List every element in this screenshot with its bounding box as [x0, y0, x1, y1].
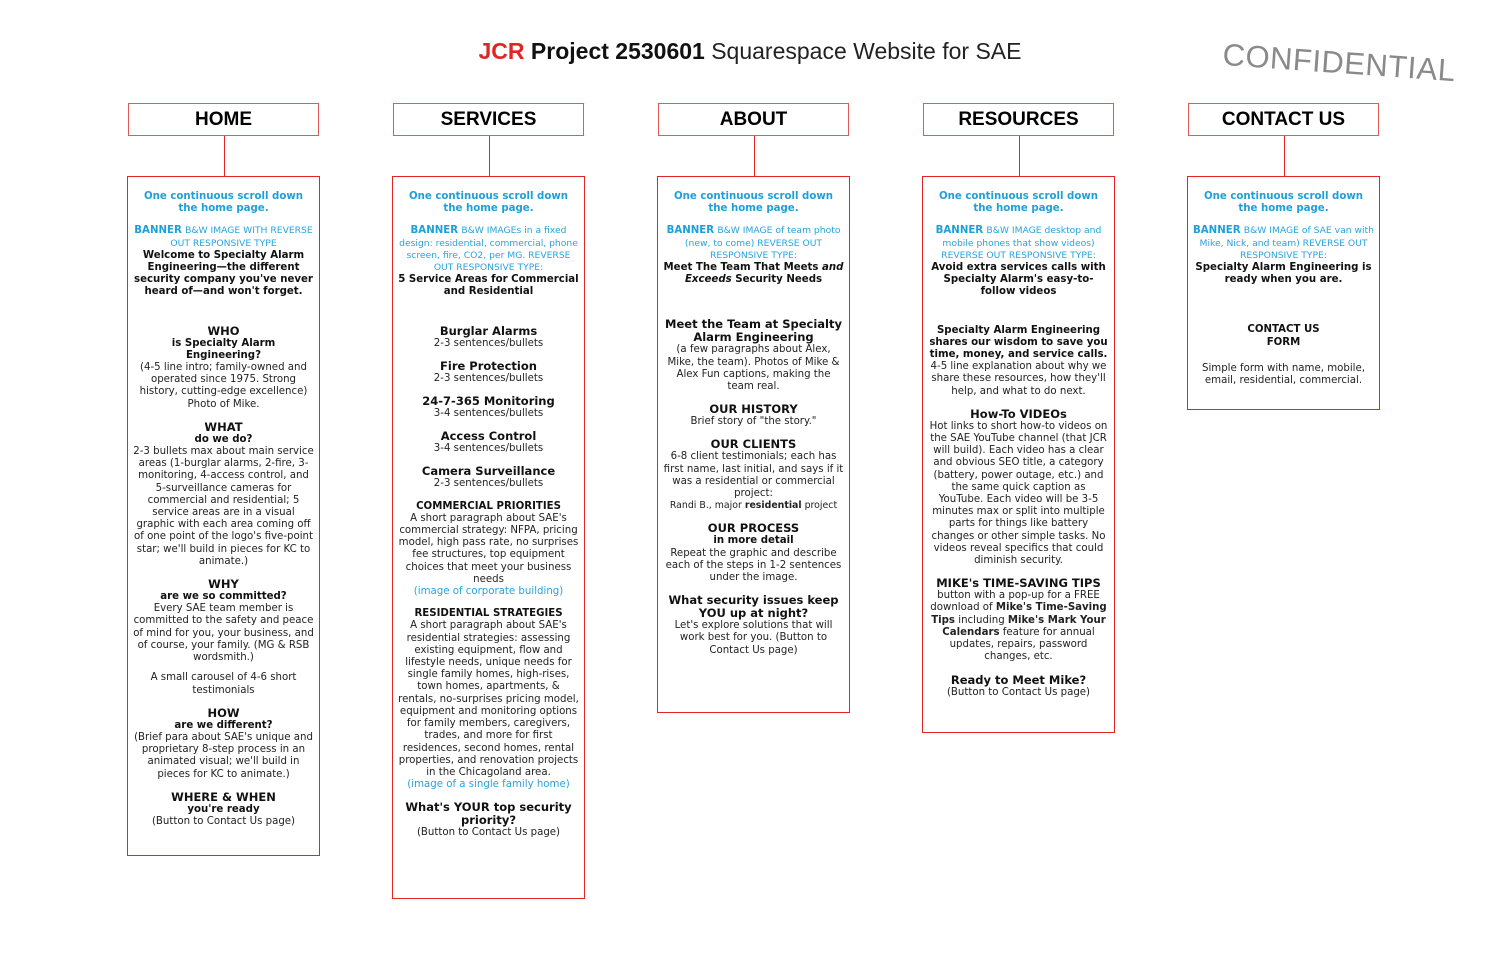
page-panel-services — [392, 176, 585, 899]
banner-block — [1193, 225, 1374, 286]
section-commercial-priorities — [398, 501, 579, 599]
section-title: What security issues keep YOU up at night? — [668, 593, 839, 621]
section-title: 24-7-365 Monitoring — [422, 394, 555, 409]
section-title: Burglar Alarms — [439, 323, 538, 338]
section-security-issues — [663, 594, 844, 657]
section-title: Meet the Team at Specialty Alarm Engineering — [665, 317, 842, 345]
section-body: A short paragraph about SAE's commercial strategy: NFPA, pricing model, high pass rate, no surprises fee structures, top equipment choices that meet your business needs — [398, 512, 579, 585]
scroll-note: One continuous scroll down the home page. — [938, 191, 1098, 215]
section-body: 2-3 bullets max about main service areas (1-burglar alarms, 2-fire, 3-monitoring, 4-access control, and 5-surveillance cameras for commercial and residential; 5 service areas are in a visual graphic with each area coming off of one point of the logo's five-point star; we'll build in pieces for KC to animate.) — [133, 446, 314, 567]
scroll-note: One continuous scroll down the home page. — [673, 191, 833, 215]
banner-message-part: Meet The Team That Meets — [663, 262, 819, 274]
section-body: Simple form with name, mobile, email, residential, commercial. — [1201, 362, 1366, 387]
banner-desc: B&W IMAGE WITH REVERSE OUT RESPONSIVE TYPE — [170, 225, 313, 249]
section-body: (4-5 line intro; family-owned and operated since 1975. Strong history, cutting-edge excellence) Photo of Mike. — [139, 362, 308, 410]
scroll-note: One continuous scroll down the home page. — [408, 191, 568, 215]
section-subtitle: is Specialty Alarm Engineering? — [171, 337, 276, 361]
banner-desc: B&W IMAGE of team photo (new, to come) REVERSE OUT RESPONSIVE TYPE: — [684, 225, 841, 261]
section-body: A short paragraph about SAE's residential strategies: assessing existing equipment, flow and lifestyle needs, unique needs for single family homes, high-rises, town homes, apartments, & rentals, no-surprises pricing model, equipment and monitoring options for family members, caregivers, trades, and more for first residences, second homes, rental properties, and renovation projects in the Chicagoland area. — [398, 620, 579, 778]
banner-block — [928, 225, 1109, 298]
section-body: 4-5 line explanation about why we share these resources, how they'll help, and what to do next. — [930, 361, 1107, 397]
section-title: Access Control — [440, 429, 537, 444]
section-subtitle: do we do? — [194, 433, 253, 445]
section-our-clients — [663, 438, 844, 512]
section-title: Ready to Meet Mike? — [950, 672, 1087, 687]
section-body: 3-4 sentences/bullets — [433, 408, 544, 420]
section-body: 2-3 sentences/bullets — [433, 372, 544, 384]
banner-message-part: and Exceeds — [684, 262, 844, 286]
section-subtitle: are we so committed? — [160, 591, 287, 603]
section-subtitle: Specialty Alarm Engineering shares our wisdom to save you time, money, and service calls. — [929, 324, 1108, 361]
section-subtitle: are we different? — [174, 719, 273, 731]
page-panel-resources — [922, 176, 1115, 733]
section-body: Every SAE team member is committed to the safety and peace of mind for you, your business, and of course, your family. (MG & RSB wordsmith.) — [133, 603, 314, 664]
connector-line — [489, 136, 490, 177]
banner-desc: B&W IMAGEs in a fixed design: residential, commercial, phone screen, fire, CO2, per MG. REVERSE OUT RESPONSIVE TYPE: — [399, 225, 578, 274]
section-body — [928, 590, 1109, 663]
banner-message: Specialty Alarm Engineering is ready when you are. — [1195, 262, 1372, 286]
section-title: WHERE & WHEN — [171, 789, 276, 804]
confidential-stamp: CONFIDENTIAL — [1221, 37, 1457, 89]
client-example — [663, 500, 844, 512]
banner-block — [398, 225, 579, 298]
banner-message-part: Security Needs — [735, 274, 823, 286]
connector-line — [754, 136, 755, 177]
section-residential-strategies — [398, 608, 579, 791]
tips-text: including — [958, 614, 1005, 626]
banner-desc: B&W IMAGE of SAE van with Mike, Nick, and team) REVERSE OUT RESPONSIVE TYPE: — [1199, 225, 1374, 261]
banner-block — [663, 225, 844, 286]
section-body: 6-8 client testimonials; each has first name, last initial, and says if it was a residential or commercial project: — [663, 451, 844, 500]
section-burglar-alarms — [398, 325, 579, 350]
client-example-part: Randi B., major — [669, 500, 742, 512]
page-header-resources: RESOURCES — [923, 103, 1114, 136]
client-example-part: residential — [744, 500, 802, 512]
section-camera-surveillance — [398, 465, 579, 490]
connector-line — [1019, 136, 1020, 177]
section-our-history — [663, 403, 844, 428]
section-subtitle: you're ready — [187, 803, 260, 815]
banner-desc: B&W IMAGE desktop and mobile phones that show videos) REVERSE OUT RESPONSIVE TYPE: — [941, 225, 1102, 261]
tips-text: Mike's Mark Your Calendars — [942, 614, 1106, 638]
section-access-control — [398, 430, 579, 455]
section-body: 2-3 sentences/bullets — [433, 478, 544, 490]
section-where-when — [133, 791, 314, 828]
section-title: What's YOUR top security priority? — [405, 800, 572, 828]
section-subtitle: CONTACT US FORM — [1247, 324, 1320, 348]
section-title: Camera Surveillance — [421, 464, 556, 479]
section-time-saving-tips — [928, 577, 1109, 663]
section-monitoring — [398, 395, 579, 420]
tips-text: Mike's Time-Saving Tips — [931, 602, 1107, 626]
section-body: Repeat the graphic and describe each of the steps in 1-2 sentences under the image. — [665, 547, 842, 584]
section-title: WHY — [208, 577, 239, 592]
section-body: (Button to Contact Us page) — [416, 827, 561, 839]
section-form-description — [1193, 363, 1374, 387]
page-header-about: ABOUT — [658, 103, 849, 136]
section-contact-form — [1193, 324, 1374, 348]
section-title: OUR HISTORY — [709, 402, 798, 417]
scroll-note: One continuous scroll down the home page. — [143, 191, 303, 215]
section-body: 2-3 sentences/bullets — [433, 337, 544, 349]
section-body: 3-4 sentences/bullets — [433, 443, 544, 455]
connector-line — [1284, 136, 1285, 177]
image-note: (image of a single family home) — [407, 779, 570, 791]
section-why — [133, 578, 314, 697]
banner-label: BANNER — [666, 225, 715, 237]
section-body: (a few paragraphs about Alex, Mike, the team). Photos of Mike & Alex Fun captions, making the team real. — [667, 344, 840, 393]
section-body: (Button to Contact Us page) — [151, 815, 296, 827]
connector-line — [224, 136, 225, 177]
image-note: (image of corporate building) — [413, 586, 564, 598]
section-title: OUR PROCESS — [707, 521, 800, 536]
page-panel-home — [127, 176, 320, 856]
banner-message: Avoid extra services calls with Specialty Alarm's easy-to-follow videos — [931, 262, 1106, 298]
section-title: Fire Protection — [440, 358, 537, 373]
section-fire-protection — [398, 360, 579, 385]
section-title: WHAT — [204, 419, 243, 434]
section-what — [133, 421, 314, 568]
banner-label: BANNER — [134, 225, 182, 237]
section-body: Hot links to short how-to videos on the SAE YouTube channel (that JCR will build). Each video has a clear and obvious SEO title, a category (battery, power outage, etc.) and the same quick caption as YouTube. Each video will be 3-5 minutes max or split into multiple parts for things like battery changes or other simple tasks. No videos reveal specifics that could diminish security. — [929, 420, 1108, 567]
section-subtitle: COMMERCIAL PRIORITIES — [416, 500, 561, 512]
scroll-note: One continuous scroll down the home page. — [1203, 191, 1363, 215]
section-body: (Button to Contact Us page) — [946, 686, 1091, 698]
page-panel-about — [657, 176, 850, 713]
section-our-process — [663, 522, 844, 584]
section-meet-team — [663, 318, 844, 393]
section-title: MIKE's TIME-SAVING TIPS — [936, 576, 1101, 591]
section-wisdom — [928, 325, 1109, 398]
section-body: (Brief para about SAE's unique and proprietary 8-step process in an animated visual; we'll build in pieces for KC to animate.) — [134, 731, 313, 780]
section-who — [133, 325, 314, 411]
section-extra: A small carousel of 4-6 short testimonials — [150, 672, 297, 696]
section-subtitle: in more detail — [713, 535, 794, 547]
section-title: HOW — [207, 705, 240, 720]
section-how-to-videos — [928, 408, 1109, 567]
page-header-services: SERVICES — [393, 103, 584, 136]
section-title: WHO — [207, 323, 240, 338]
banner-message: 5 Service Areas for Commercial and Residential — [398, 274, 579, 298]
client-example-part: project — [804, 500, 838, 512]
banner-block — [133, 225, 314, 298]
section-top-priority — [398, 801, 579, 839]
banner-label: BANNER — [410, 225, 459, 237]
title-project: Project 2530601 — [530, 38, 705, 64]
section-body: Let's explore solutions that will work best for you. (Button to Contact Us page) — [674, 620, 833, 656]
title-jcr: JCR — [478, 38, 525, 64]
tips-text: feature for annual updates, repairs, password changes, etc. — [949, 626, 1095, 663]
page-header-home: HOME — [128, 103, 319, 136]
banner-message: Welcome to Specialty Alarm Engineering—the different security company you've never heard of—and won't forget. — [134, 249, 313, 298]
section-subtitle: RESIDENTIAL STRATEGIES — [414, 608, 563, 620]
section-how — [133, 707, 314, 781]
banner-label: BANNER — [935, 225, 984, 237]
page-header-contact-us: CONTACT US — [1188, 103, 1379, 136]
banner-message — [663, 262, 844, 286]
section-title: OUR CLIENTS — [710, 437, 797, 452]
section-body: Brief story of "the story." — [690, 416, 817, 428]
section-title: How-To VIDEOs — [970, 406, 1067, 421]
title-rest: Squarespace Website for SAE — [711, 38, 1022, 64]
section-meet-mike — [928, 674, 1109, 699]
page-panel-contact-us — [1187, 176, 1380, 410]
tips-text: button with a pop-up for a FREE download of — [930, 590, 1100, 614]
banner-label: BANNER — [1193, 225, 1241, 237]
